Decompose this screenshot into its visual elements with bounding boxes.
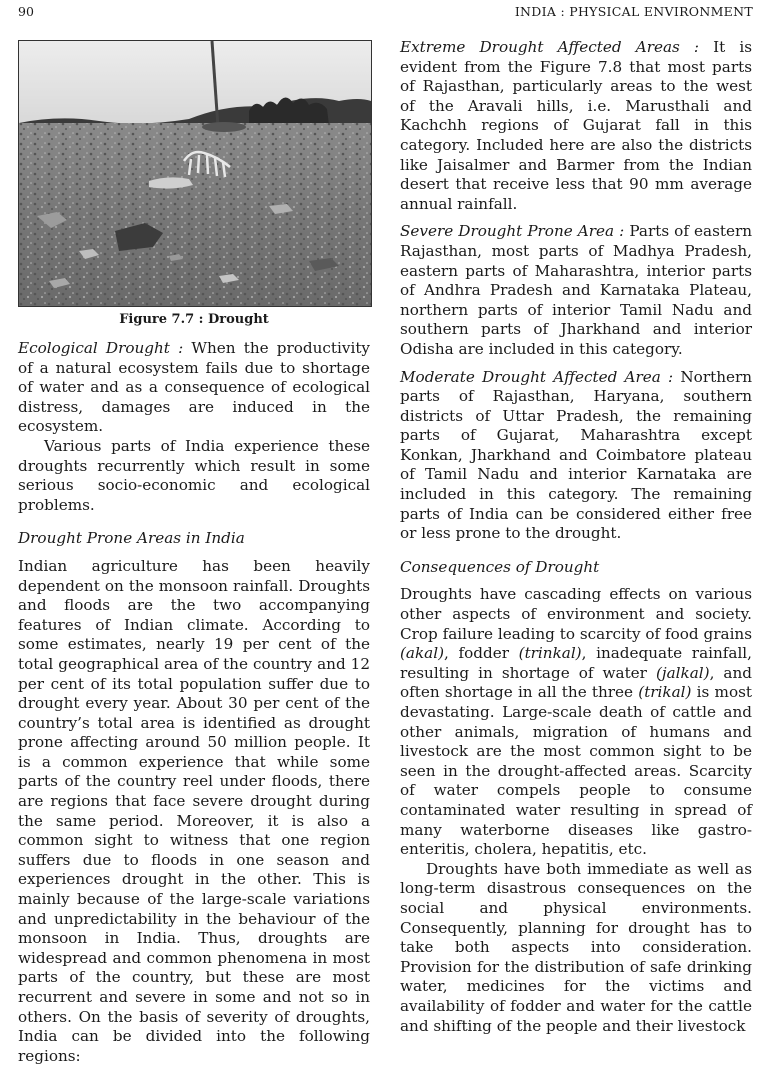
- extreme-drought-term: Extreme Drought Affected Areas :: [400, 38, 700, 56]
- severe-drought-text: Parts of eastern Rajasthan, most parts of Madhya Pradesh, eastern parts of Maharashtra, interior parts of Andhra Pradesh and Karnataka Plateau, northern parts of interior Tamil Nadu and southern parts of Jharkhand and interior Odisha are included in this category.: [400, 222, 752, 358]
- moderate-drought-paragraph: [400, 368, 752, 544]
- figure-caption: Figure 7.7 : Drought: [119, 312, 269, 327]
- consequences-text-b: , fodder: [444, 644, 519, 663]
- various-parts-paragraph: Various parts of India experience these droughts recurrently which result in some serious socio-economic and ecological problems.: [18, 436, 370, 514]
- term-jalkal: (jalkal): [655, 663, 710, 682]
- consequences-paragraph-1: [400, 585, 752, 859]
- drought-prone-paragraph: Indian agriculture has been heavily dependent on the monsoon rainfall. Droughts and floods are the two accompanying features of Indian climate. According to some estimates, nearly 19 per cent of the total geographical area of the country and 12 per cent of its total population suffer due to drought every year. About 30 per cent of the country’s total area is identified as drought prone affecting around 50 million people. It is a common experience that while some parts of the country reel under floods, there are regions that face severe drought during the same period. Moreover, it is also a common sight to witness that one region suffers due to floods in one season and experiences drought in the other. This is mainly because of the large-scale variations and unpredictability in the behaviour of the monsoon in India. Thus, droughts are widespread and common phenomena in most parts of the country, but these are most recurrent and severe in some and not so in others. On the basis of severity of droughts, India can be divided into the following regions:: [18, 556, 370, 1065]
- moderate-drought-text: Northern parts of Rajasthan, Haryana, southern districts of Uttar Pradesh, the remaining parts of Gujarat, Maharashtra except Konkan, Jharkhand and Coimbatore plateau of Tamil Nadu and interior Karnataka are included in this category. The remaining parts of India can be considered either free or less prone to the drought.: [400, 367, 753, 543]
- ecological-drought-term: Ecological Drought :: [18, 339, 184, 357]
- severe-drought-paragraph: [400, 222, 752, 359]
- page-header: [0, 4, 778, 24]
- ecological-drought-paragraph: [18, 339, 370, 437]
- drought-photo-image: [19, 41, 371, 306]
- consequences-text-a: Droughts have cascading effects on various other aspects of environment and society. Crop failure leading to scarcity of food grains: [400, 585, 752, 643]
- extreme-drought-text: It is evident from the Figure 7.8 that most parts of Rajasthan, particularly areas to the west of the Aravali hills, i.e. Marusthali and Kachchh regions of Gujarat fall in this category. Included here are also the districts like Jaisalmer and Barmer from the Indian desert that receive less that 90 mm average annual rainfall.: [400, 38, 752, 213]
- severe-drought-term: Severe Drought Prone Area :: [400, 222, 625, 241]
- consequences-text-c: , inadequate rainfall, resulting in shortage of water: [400, 644, 752, 682]
- moderate-drought-term: Moderate Drought Affected Area :: [400, 367, 674, 386]
- running-title: INDIA : PHYSICAL ENVIRONMENT: [514, 4, 753, 19]
- term-trinkal: (trinkal): [518, 644, 582, 663]
- page-number: 90: [18, 4, 34, 19]
- consequences-text-d: , and often shortage in all the three: [400, 663, 752, 702]
- drought-prone-areas-heading: Drought Prone Areas in India: [18, 529, 245, 548]
- term-trikal: (trikal): [638, 683, 692, 702]
- consequences-heading: Consequences of Drought: [400, 557, 600, 576]
- left-column: [18, 40, 370, 1066]
- consequences-text-e: is most devastating. Large-scale death of cattle and other animals, migration of humans and livestock are the most common sight to be seen in the drought-affected areas. Scarcity of water compels people to consume contaminated water resulting in spread of many waterborne diseases like gastro-enteritis, cholera, hepatitis, etc.: [400, 683, 753, 859]
- consequences-paragraph-2: Droughts have both immediate as well as long-term disastrous consequences on the social and physical environments. Consequently, planning for drought has to take both aspects into consideration. Provision for the distribution of safe drinking water, medicines for the victims and availability of fodder and water for the cattle and shifting of the people and their livestock: [400, 859, 752, 1035]
- term-akal: (akal): [400, 644, 445, 663]
- ecological-drought-text: When the productivity of a natural ecosystem fails due to shortage of water and as a consequence of ecological distress, damages are induced in the ecosystem.: [18, 339, 371, 436]
- right-column: [400, 38, 752, 1036]
- drought-photo: [18, 40, 372, 307]
- extreme-drought-paragraph: [400, 38, 752, 214]
